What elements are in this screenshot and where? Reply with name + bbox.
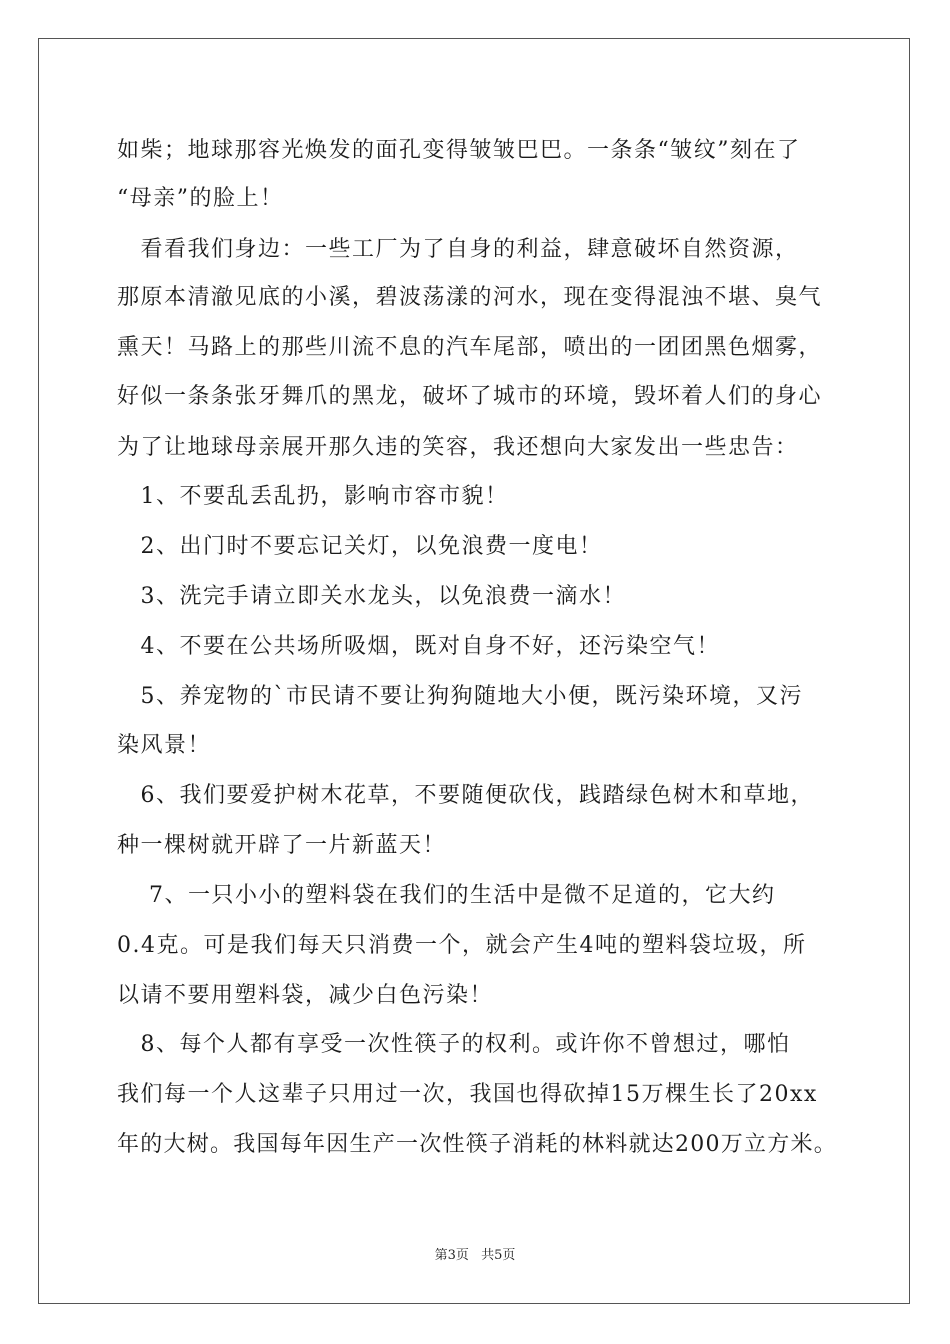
list-item: 1、不要乱丢乱扔，影响市容市貌！ xyxy=(117,484,509,509)
list-item: 8、每个人都有享受一次性筷子的权利。或许你不曾想过，哪怕 xyxy=(117,1032,791,1057)
text-line: 那原本清澈见底的小溪，碧波荡漾的河水，现在变得混浊不堪、臭气 xyxy=(117,285,823,310)
text-line: 种一棵树就开辟了一片新蓝天！ xyxy=(117,833,447,858)
list-item: 4、不要在公共场所吸烟，既对自身不好，还污染空气！ xyxy=(117,634,720,659)
list-item: 2、出门时不要忘记关灯，以免浪费一度电！ xyxy=(117,534,603,559)
page-total: 共5页 xyxy=(481,1248,516,1263)
page-number: 第3页 xyxy=(434,1248,469,1263)
list-item: 3、洗完手请立即关水龙头，以免浪费一滴水！ xyxy=(117,584,626,609)
text-line: 染风景！ xyxy=(117,733,212,758)
text-line: 为了让地球母亲展开那久违的笑容，我还想向大家发出一些忠告： xyxy=(117,435,799,460)
text-line: 好似一条条张牙舞爪的黑龙，破坏了城市的环境，毁坏着人们的身心 xyxy=(117,384,823,409)
page-footer xyxy=(0,1247,950,1265)
page-border xyxy=(38,38,910,1304)
text-line: 看看我们身边：一些工厂为了自身的利益，肆意破坏自然资源， xyxy=(117,237,799,262)
text-line: 以请不要用塑料袋，减少白色污染！ xyxy=(117,983,494,1008)
list-item: 7、一只小小的塑料袋在我们的生活中是微不足道的，它大约 xyxy=(117,883,776,908)
list-item: 5、养宠物的`市民请不要让狗狗随地大小便，既污染环境，又污 xyxy=(117,684,803,709)
text-line: 年的大树。我国每年因生产一次性筷子消耗的林料就达200万立方米。 xyxy=(117,1132,837,1157)
text-line: 如柴；地球那容光焕发的面孔变得皱皱巴巴。一条条“皱纹”刻在了 xyxy=(117,138,801,163)
text-line: 0.4克。可是我们每天只消费一个，就会产生4吨的塑料袋垃圾，所 xyxy=(117,933,807,958)
text-line: 我们每一个人这辈子只用过一次，我国也得砍掉15万棵生长了20xx xyxy=(117,1082,818,1107)
list-item: 6、我们要爱护树木花草，不要随便砍伐，践踏绿色树木和草地， xyxy=(117,783,814,808)
text-line: “母亲”的脸上！ xyxy=(117,186,284,211)
text-line: 熏天！马路上的那些川流不息的汽车尾部，喷出的一团团黑色烟雾， xyxy=(117,335,823,360)
